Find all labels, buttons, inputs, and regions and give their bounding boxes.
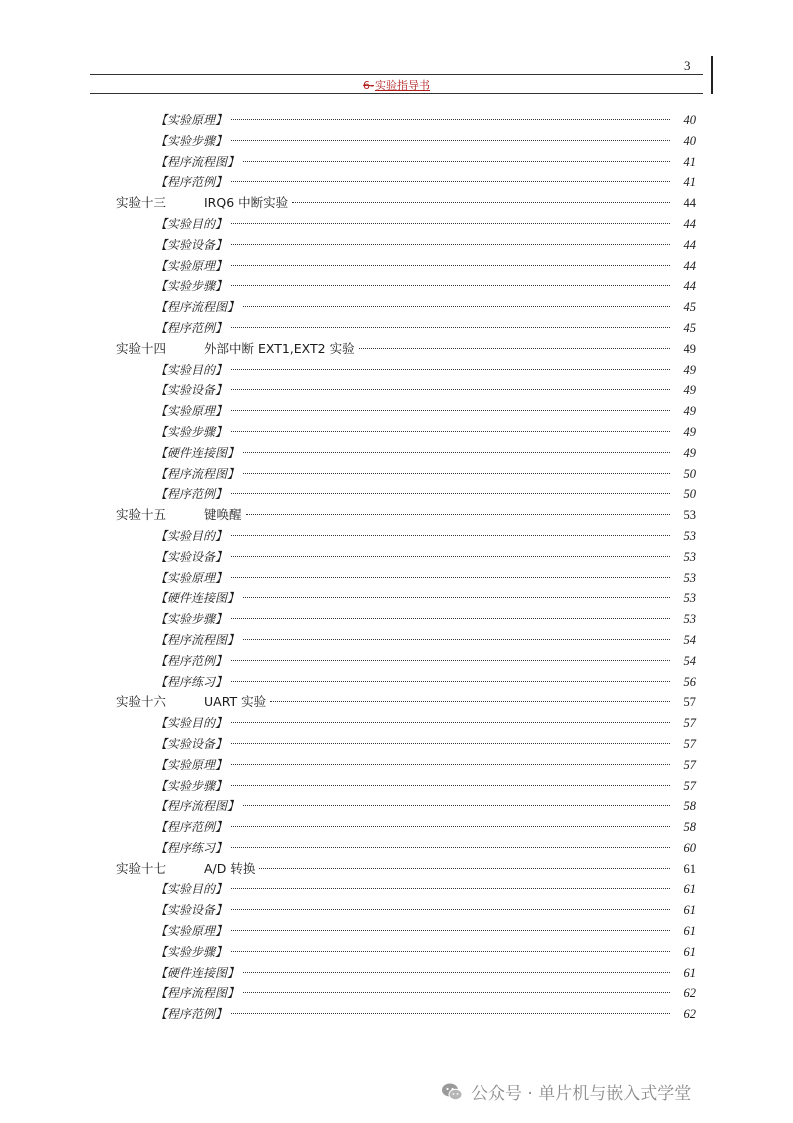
toc-dot-leader xyxy=(231,555,670,557)
toc-page-number: 40 xyxy=(683,133,696,148)
toc-section-entry[interactable] xyxy=(0,214,793,235)
toc-entry-title: 【实验步骤】 xyxy=(155,944,228,959)
toc-dot-leader xyxy=(243,451,670,453)
toc-section-entry[interactable] xyxy=(0,568,793,589)
header-title: 实验指导书 xyxy=(374,79,430,92)
toc-entry-title: 【程序范例】 xyxy=(155,820,228,835)
toc-section-entry[interactable] xyxy=(0,526,793,547)
toc-entry-title: 【程序流程图】 xyxy=(155,154,240,169)
toc-page-number: 57 xyxy=(683,736,696,751)
toc-dot-leader xyxy=(231,243,670,245)
toc-chapter-entry[interactable] xyxy=(0,859,793,880)
toc-entry-title: 外部中断 EXT1,EXT2 实验 xyxy=(204,340,355,356)
watermark-text: 公众号 · 单片机与嵌入式学堂 xyxy=(471,1084,692,1104)
toc-page-number: 50 xyxy=(683,466,696,481)
toc-page-number: 41 xyxy=(683,175,696,190)
toc-entry-title: 【实验原理】 xyxy=(155,924,228,939)
toc-page-number: 61 xyxy=(683,882,696,897)
toc-section-entry[interactable] xyxy=(0,547,793,568)
toc-entry-title: 【实验目的】 xyxy=(155,362,228,377)
toc-entry-title: 【实验目的】 xyxy=(155,716,228,731)
toc-page-number: 53 xyxy=(683,528,696,543)
toc-page-number: 41 xyxy=(683,154,696,169)
toc-dot-leader xyxy=(231,326,670,328)
toc-section-entry[interactable] xyxy=(0,360,793,381)
toc-page-number: 54 xyxy=(683,653,696,668)
toc-dot-leader xyxy=(231,784,670,786)
toc-section-entry[interactable] xyxy=(0,983,793,1004)
toc-page-number: 56 xyxy=(683,674,696,689)
toc-section-entry[interactable] xyxy=(0,276,793,297)
toc-page-number: 60 xyxy=(683,840,696,855)
toc-section-entry[interactable] xyxy=(0,464,793,485)
toc-page-number: 45 xyxy=(683,320,696,335)
toc-entry-title: 【程序流程图】 xyxy=(155,986,240,1001)
toc-page-number: 44 xyxy=(683,196,696,211)
toc-section-entry[interactable] xyxy=(0,755,793,776)
toc-section-entry[interactable] xyxy=(0,110,793,131)
toc-page-number: 53 xyxy=(683,591,696,606)
toc-section-entry[interactable] xyxy=(0,443,793,464)
toc-entry-title: 【程序范例】 xyxy=(155,320,228,335)
toc-page-number: 44 xyxy=(683,279,696,294)
toc-chapter-entry[interactable] xyxy=(0,193,793,214)
toc-entry-title: IRQ6 中断实验 xyxy=(204,195,289,211)
toc-entry-title: 【程序练习】 xyxy=(155,840,228,855)
toc-entry-title: 【实验目的】 xyxy=(155,528,228,543)
toc-page-number: 57 xyxy=(683,716,696,731)
toc-entry-title: UART 实验 xyxy=(204,694,267,710)
toc-section-entry[interactable] xyxy=(0,1004,793,1025)
toc-page-number: 49 xyxy=(683,404,696,419)
toc-entry-title: 【实验设备】 xyxy=(155,736,228,751)
toc-chapter-entry[interactable] xyxy=(0,505,793,526)
toc-section-entry[interactable] xyxy=(0,131,793,152)
toc-dot-leader xyxy=(243,638,670,640)
toc-entry-title: 【程序范例】 xyxy=(155,653,228,668)
toc-entry-title: 【实验设备】 xyxy=(155,383,228,398)
toc-section-entry[interactable] xyxy=(0,297,793,318)
toc-section-entry[interactable] xyxy=(0,588,793,609)
toc-dot-leader xyxy=(231,430,670,432)
toc-page-number: 57 xyxy=(683,778,696,793)
toc-dot-leader xyxy=(231,908,670,910)
wechat-icon xyxy=(441,1081,463,1103)
toc-dot-leader xyxy=(231,1012,670,1014)
table-of-contents xyxy=(0,110,793,1025)
toc-page-number: 49 xyxy=(683,383,696,398)
toc-dot-leader xyxy=(243,472,670,474)
watermark xyxy=(441,1079,691,1104)
toc-page-number: 40 xyxy=(683,113,696,127)
toc-section-entry[interactable] xyxy=(0,401,793,422)
toc-entry-title: 【程序流程图】 xyxy=(155,632,240,647)
toc-entry-title: 【硬件连接图】 xyxy=(155,965,240,980)
toc-page-number: 49 xyxy=(683,445,696,460)
toc-dot-leader xyxy=(231,492,670,494)
toc-dot-leader xyxy=(231,950,670,952)
toc-page-number: 49 xyxy=(683,362,696,377)
toc-dot-leader xyxy=(231,222,670,224)
toc-dot-leader xyxy=(231,763,670,765)
toc-page-number: 44 xyxy=(683,216,696,231)
toc-dot-leader xyxy=(259,867,670,869)
toc-section-entry[interactable] xyxy=(0,817,793,838)
toc-entry-title: 【程序范例】 xyxy=(155,175,228,190)
toc-page-number: 53 xyxy=(683,549,696,564)
toc-dot-leader xyxy=(270,700,670,702)
toc-section-entry[interactable] xyxy=(0,796,793,817)
toc-page-number: 61 xyxy=(683,903,696,918)
toc-section-entry[interactable] xyxy=(0,672,793,693)
toc-dot-leader xyxy=(231,534,670,536)
toc-dot-leader xyxy=(231,284,670,286)
toc-page-number: 62 xyxy=(683,1007,696,1022)
toc-dot-leader xyxy=(231,264,670,266)
toc-dot-leader xyxy=(243,971,670,973)
toc-section-entry[interactable] xyxy=(0,879,793,900)
toc-chapter-number: 实验十三 xyxy=(116,195,167,211)
header-rule-top xyxy=(90,74,703,75)
toc-dot-leader xyxy=(231,846,670,848)
toc-dot-leader xyxy=(231,680,670,682)
toc-entry-title: 【程序流程图】 xyxy=(155,300,240,315)
toc-section-entry[interactable] xyxy=(0,921,793,942)
toc-dot-leader xyxy=(231,409,670,411)
toc-page-number: 57 xyxy=(683,695,696,710)
toc-page-number: 53 xyxy=(683,508,696,523)
toc-section-entry[interactable] xyxy=(0,318,793,339)
toc-page-number: 61 xyxy=(683,924,696,939)
toc-section-entry[interactable] xyxy=(0,256,793,277)
toc-dot-leader xyxy=(243,596,670,598)
toc-section-entry[interactable] xyxy=(0,651,793,672)
toc-section-entry[interactable] xyxy=(0,152,793,173)
toc-chapter-entry[interactable] xyxy=(0,692,793,713)
toc-dot-leader xyxy=(243,804,670,806)
toc-section-entry[interactable] xyxy=(0,900,793,921)
toc-entry-title: 【实验原理】 xyxy=(155,570,228,585)
toc-entry-title: 【硬件连接图】 xyxy=(155,591,240,606)
toc-chapter-number: 实验十六 xyxy=(116,694,167,710)
toc-entry-title: 【实验步骤】 xyxy=(155,612,228,627)
toc-dot-leader xyxy=(231,742,670,744)
toc-dot-leader xyxy=(231,887,670,889)
toc-entry-title: 【实验设备】 xyxy=(155,549,228,564)
toc-dot-leader xyxy=(246,513,670,515)
toc-entry-title: 【实验设备】 xyxy=(155,237,228,252)
toc-dot-leader xyxy=(231,576,670,578)
toc-section-entry[interactable] xyxy=(0,380,793,401)
toc-page-number: 53 xyxy=(683,612,696,627)
running-header xyxy=(0,77,793,93)
toc-section-entry[interactable] xyxy=(0,172,793,193)
toc-entry-title: 【程序流程图】 xyxy=(155,466,240,481)
toc-entry-title: 【实验目的】 xyxy=(155,882,228,897)
toc-entry-title: 【实验目的】 xyxy=(155,216,228,231)
toc-entry-title: 【实验原理】 xyxy=(155,757,228,772)
toc-section-entry[interactable] xyxy=(0,734,793,755)
toc-page-number: 54 xyxy=(683,632,696,647)
toc-entry-title: 【实验步骤】 xyxy=(155,424,228,439)
toc-page-number: 58 xyxy=(683,799,696,814)
header-struck-prefix: 6- xyxy=(363,79,374,92)
toc-page-number: 61 xyxy=(683,965,696,980)
toc-entry-title: 【实验原理】 xyxy=(155,258,228,273)
page-number: 3 xyxy=(684,58,691,73)
toc-dot-leader xyxy=(243,991,670,993)
toc-chapter-number: 实验十七 xyxy=(116,860,167,876)
toc-dot-leader xyxy=(243,305,670,307)
toc-section-entry[interactable] xyxy=(0,776,793,797)
toc-page-number: 61 xyxy=(683,944,696,959)
toc-page-number: 58 xyxy=(683,820,696,835)
toc-section-entry[interactable] xyxy=(0,609,793,630)
toc-page-number: 62 xyxy=(683,986,696,1001)
toc-entry-title: 【程序流程图】 xyxy=(155,799,240,814)
toc-page-number: 57 xyxy=(683,757,696,772)
toc-page-number: 61 xyxy=(683,861,696,876)
toc-entry-title: 【实验步骤】 xyxy=(155,778,228,793)
toc-entry-title: 【程序范例】 xyxy=(155,487,228,502)
toc-section-entry[interactable] xyxy=(0,942,793,963)
toc-dot-leader xyxy=(231,929,670,931)
toc-dot-leader xyxy=(231,180,670,182)
toc-entry-title: 【程序练习】 xyxy=(155,674,228,689)
toc-dot-leader xyxy=(231,825,670,827)
toc-section-entry[interactable] xyxy=(0,713,793,734)
toc-dot-leader xyxy=(231,388,670,390)
toc-entry-title: 【实验设备】 xyxy=(155,903,228,918)
toc-dot-leader xyxy=(231,659,670,661)
toc-chapter-number: 实验十五 xyxy=(116,507,167,523)
toc-section-entry[interactable] xyxy=(0,630,793,651)
toc-dot-leader xyxy=(231,368,670,370)
toc-page-number: 53 xyxy=(683,570,696,585)
toc-page-number: 45 xyxy=(683,300,696,315)
toc-entry-title: 【实验原理】 xyxy=(155,404,228,419)
toc-dot-leader xyxy=(231,139,670,141)
toc-page-number: 49 xyxy=(683,341,696,356)
toc-section-entry[interactable] xyxy=(0,422,793,443)
toc-dot-leader xyxy=(359,347,670,349)
toc-entry-title: 【硬件连接图】 xyxy=(155,445,240,460)
toc-dot-leader xyxy=(231,118,670,120)
toc-chapter-entry[interactable] xyxy=(0,339,793,360)
toc-dot-leader xyxy=(231,721,670,723)
toc-section-entry[interactable] xyxy=(0,963,793,984)
toc-entry-title: 键唤醒 xyxy=(204,507,242,523)
toc-entry-title: 【实验步骤】 xyxy=(155,279,228,294)
toc-entry-title: 【实验原理】 xyxy=(155,113,228,127)
toc-dot-leader xyxy=(243,160,670,162)
toc-page-number: 44 xyxy=(683,237,696,252)
toc-section-entry[interactable] xyxy=(0,838,793,859)
toc-page-number: 44 xyxy=(683,258,696,273)
toc-page-number: 49 xyxy=(683,424,696,439)
header-rule-bottom xyxy=(90,93,703,94)
toc-dot-leader xyxy=(292,201,670,203)
toc-page-number: 50 xyxy=(683,487,696,502)
toc-entry-title: 【程序范例】 xyxy=(155,1007,228,1022)
toc-section-entry[interactable] xyxy=(0,484,793,505)
toc-dot-leader xyxy=(231,617,670,619)
toc-entry-title: A/D 转换 xyxy=(204,860,256,876)
toc-entry-title: 【实验步骤】 xyxy=(155,133,228,148)
toc-section-entry[interactable] xyxy=(0,235,793,256)
toc-chapter-number: 实验十四 xyxy=(116,340,167,356)
